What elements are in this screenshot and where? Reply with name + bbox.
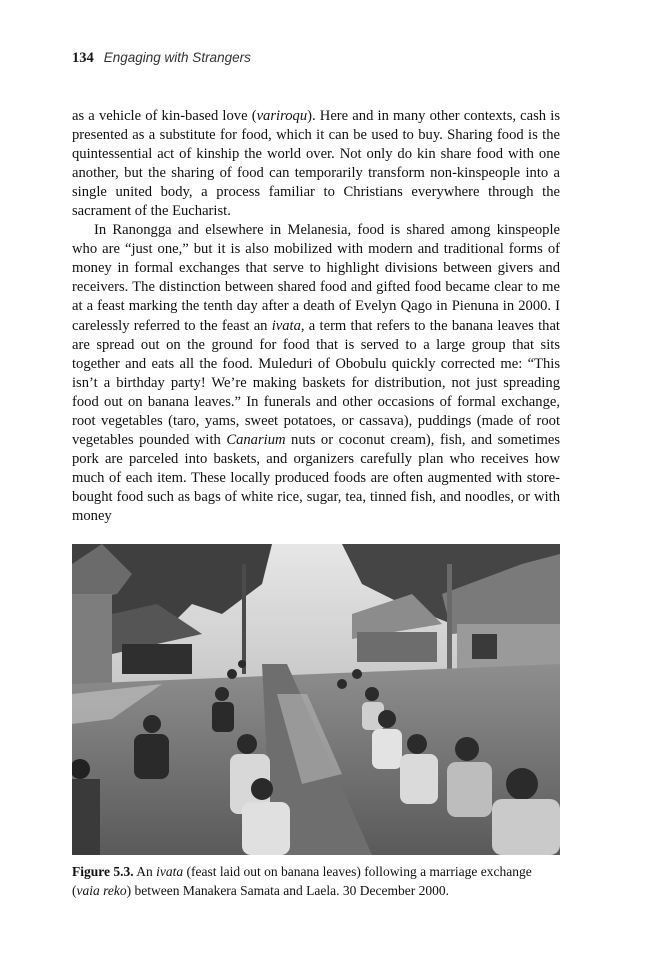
running-head [72,50,251,67]
figure-label: Figure 5.3. [72,864,134,879]
text-span: In Ranongga and elsewhere in Melanesia, food is shared among kinspeople who are “just one,” but it is also mobilized with modern and traditional forms of money in formal exchanges that serve to highlight divisions between givers and receivers. The distinction between shared food and gifted food became clear to me at a feast marking the tenth day after a death of Evelyn Qago in Pienuna in 2000. I carelessly referred to the feast an [72,222,560,334]
italic-term: ivata [271,317,301,334]
page-number: 134 [72,50,94,66]
book-title: Engaging with Strangers [103,50,251,65]
caption-italic: ivata [156,864,184,879]
text-span: nuts or coconut cream), fish, and sometimes pork are parceled into baskets, and organizers carefully plan who receives how much of each item. These locally produced foods are often augmented with store-bought food such as bags of white rice, sugar, tea, tinned fish, and noodles, or with money [72,431,561,524]
italic-term: variroqu [256,108,308,124]
caption-text: (feast laid out on banana leaves) following a marriage exchange ( [72,864,532,898]
italic-term: Canarium [226,431,286,448]
paragraph-1 [72,107,560,221]
figure-caption [72,862,560,900]
caption-text: ) between Manakera Samata and Laela. 30 December 2000. [126,883,449,898]
body-text [72,107,560,526]
paragraph-2 [72,221,560,526]
caption-text: An [133,864,157,879]
text-span: as a vehicle of kin-based love ( [72,108,257,124]
caption-italic: vaia reko [76,883,127,898]
text-span: , a term that refers to the banana leaves that are spread out on the ground for food that is served to a large group that sits together and eats all the food. Muleduri of Obobulu quickly corrected me: “This isn’t a birthday party! We’re making baskets for distribution, not just spreading food out on banana leaves.” In funerals and other occasions of formal exchange, root vegetables (taro, yams, sweet potatoes, or cassava), puddings (made of root vegetables pounded with [72,317,560,448]
text-span: ). Here and in many other contexts, cash is presented as a substitute for food, which it can be used to buy. Sharing food is the quintessential act of kinship the world over. Not only do kin share food with one another, but the sharing of food can temporarily transform non-kinspeople into a single united body, a process familiar to Christians everywhere through the sacrament of the Eucharist. [72,108,560,220]
feast-photograph [72,544,560,855]
